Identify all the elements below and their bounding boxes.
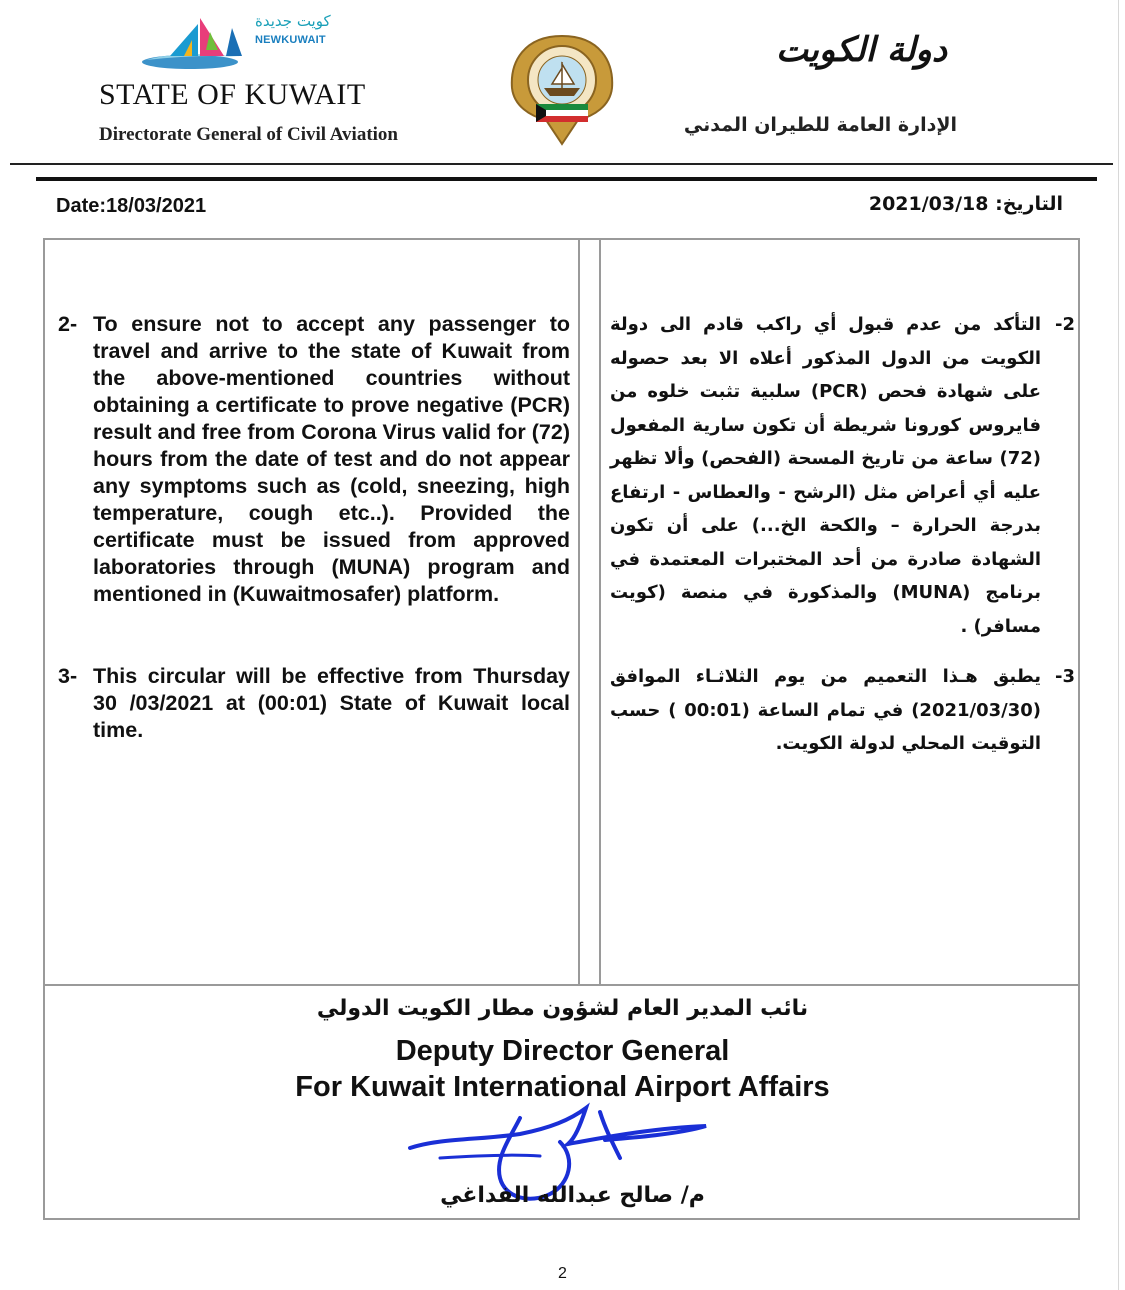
item-text: التأكد من عدم قبول أي راكب قادم الى دولة الكويت من الدول المذكور أعلاه الا بعد حصوله على شهادة فحص (PCR) سلبية تثبت خلوه من فايروس كورونا شريطة أن تكون سارية المفعول (72) ساعة من تاريخ المسحة (الفحص) وألا تظهر عليه أي أعراض مثل (الرشح - والعطاس - ارتفاع بدرجة الحرارة – والكحة الخ...) على أن تكون الشهادة صادرة من أحد المختبرات المعتمدة في برنامج (MUNA) والمذكورة في منصة (كويت مسافر) . (610, 314, 1041, 637)
signatory-name-ar: م/ صالح عبدالله الفداغي (440, 1183, 705, 1208)
item-number: -3 (1055, 666, 1075, 687)
newkuwait-arabic-text: كويت جديدة (255, 12, 331, 30)
item-text: يطبق هـذا التعميم من يوم الثلاثـاء الموافق (2021/03/30) في تمام الساعة (00:01 ) حسب التوقيت المحلي لدولة الكويت. (610, 666, 1041, 754)
signatory-title-en: Deputy Director General (395, 1035, 730, 1067)
header-divider-thick (36, 177, 1097, 181)
column-divider-left (578, 238, 580, 986)
english-item-3 (58, 663, 570, 744)
date-en: Date:18/03/2021 (56, 195, 207, 217)
state-title-ar: دولة الكويت (776, 30, 947, 70)
dgca-title-en: Directorate General of Civil Aviation (99, 124, 398, 145)
item-text: This circular will be effective from Thursday 30 /03/2021 at (00:01) State of Kuwait local time. (93, 664, 570, 742)
state-title-en: STATE OF KUWAIT (99, 78, 366, 111)
english-item-2 (58, 311, 570, 608)
signature-row-divider (43, 984, 1080, 986)
newkuwait-logo (140, 10, 370, 72)
column-divider-right (599, 238, 601, 986)
page-number: 2 (558, 1265, 567, 1282)
signatory-title-ar: نائب المدير العام لشؤون مطار الكويت الدولي (316, 996, 809, 1021)
kuwait-emblem-icon (506, 32, 618, 147)
newkuwait-latin-text: NEWKUWAIT (255, 34, 326, 46)
newkuwait-sail-icon (140, 10, 255, 72)
header-divider-thin (10, 163, 1113, 165)
signatory-department-en: For Kuwait International Airport Affairs (295, 1071, 830, 1103)
arabic-item-3 (610, 660, 1075, 761)
date-ar: التاريخ: 2021/03/18 (868, 193, 1063, 215)
item-text: To ensure not to accept any passenger to travel and arrive to the state of Kuwait from the above-mentioned countries without obtaining a certificate to prove negative (PCR) result and free from Corona Virus valid for (72) hours from the date of test and do not appear any symptoms such as (cold, sneezing, high temperature, cough etc..). Provided the certificate must be issued from approved laboratories through (MUNA) program and mentioned in (Kuwaitmosafer) platform. (93, 312, 570, 606)
item-number: 2- (58, 312, 78, 336)
arabic-item-2 (610, 308, 1075, 643)
item-number: 3- (58, 664, 78, 688)
item-number: -2 (1055, 314, 1075, 335)
dgca-title-ar: الإدارة العامة للطيران المدني (683, 114, 957, 136)
